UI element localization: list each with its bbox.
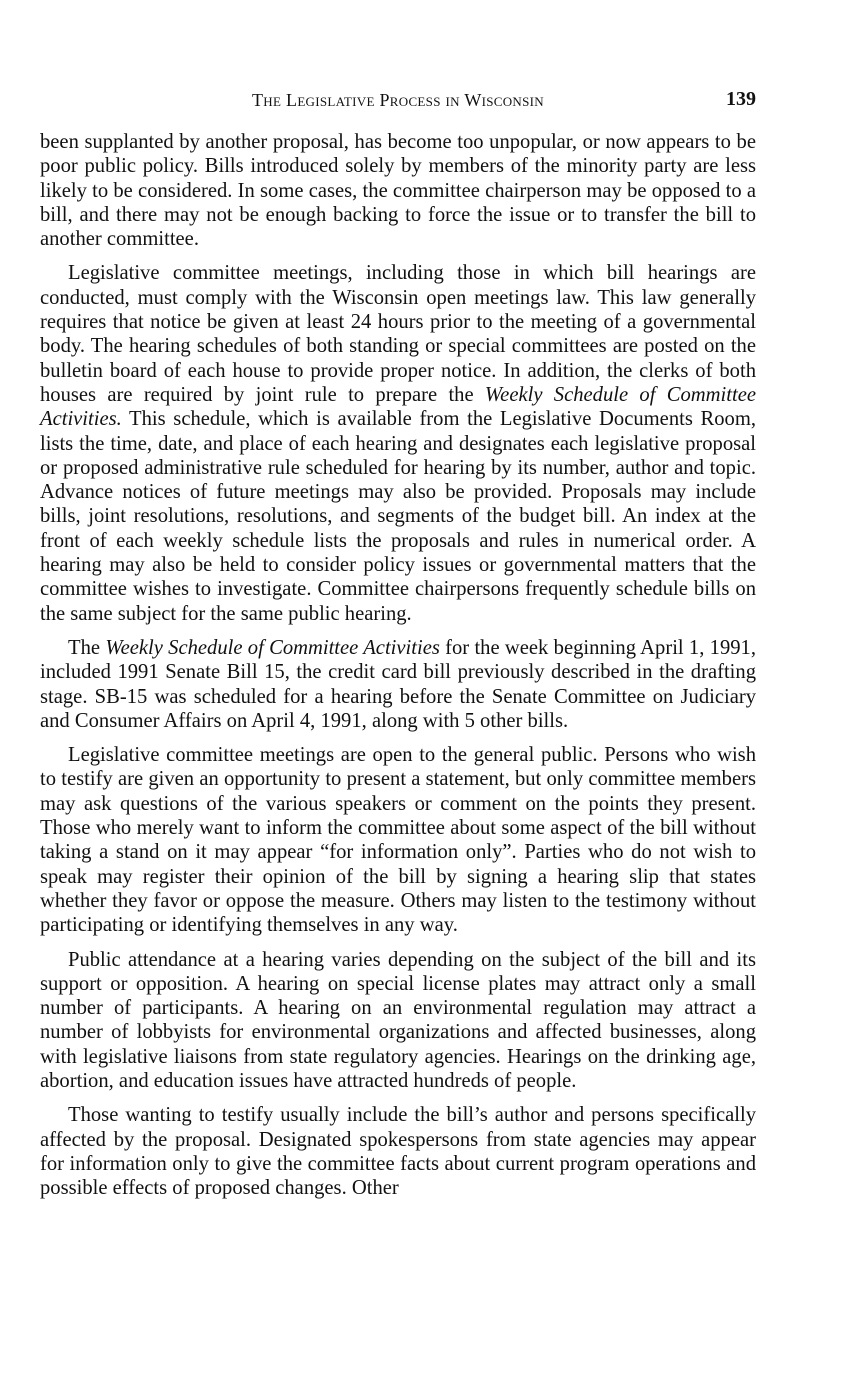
schedule-title-italic: Weekly Schedule of Committee Activities.: [40, 383, 756, 431]
paragraph-2-text-a: Legislative committee meetings, including those in which bill hearings are conducted, must comply with the Wisconsin open meetings law. This law generally requires that notice be given at least 24 hours prior to the meeting of a governmental body. The hearing schedules of both standing or special committees are posted on the bulletin board of each house to provide proper notice. In addition, the clerks of both houses are required by joint rule to prepare the: [40, 262, 756, 406]
paragraph-3: [40, 636, 756, 733]
paragraph-5: Public attendance at a hearing varies depending on the subject of the bill and its support or opposition. A hearing on special license plates may attract only a small number of participants. A hearing on an environmental regulation may attract a number of lobbyists for environmental organizations and affected businesses, along with legislative liaisons from state regulatory agencies. Hearings on the drinking age, abortion, and education issues have attracted hundreds of people.: [40, 948, 756, 1092]
paragraph-4: Legislative committee meetings are open to the general public. Persons who wish to testify are given an opportunity to present a statement, but only committee members may ask questions of the various speakers or comment on the points they present. Those who merely want to inform the committee about some aspect of the bill without taking a stand on it may appear “for information only”. Parties who do not wish to speak may register their opinion of the bill by signing a hearing slip that states whether they favor or oppose the measure. Others may listen to the testimony without participating or identifying themselves in any way.: [40, 744, 756, 937]
paragraph-3-text-a: The: [68, 636, 106, 659]
page-header: [40, 88, 756, 118]
document-page: [40, 88, 756, 1210]
page-number: 139: [726, 88, 756, 110]
running-title: The Legislative Process in Wisconsin: [252, 90, 544, 110]
schedule-title-italic-2: Weekly Schedule of Committee Activities: [105, 636, 440, 659]
paragraph-3-text-b: for the week beginning April 1, 1991, included 1991 Senate Bill 15, the credit card bill previously described in the drafting stage. SB-15 was scheduled for a hearing before the Senate Committee on Judiciary and Consumer Affairs on April 4, 1991, along with 5 other bills.: [40, 636, 757, 732]
paragraph-2-text-b: This schedule, which is available from the Legislative Documents Room, lists the time, date, and place of each hearing and designates each legislative proposal or proposed administrative rule scheduled for hearing by its number, author and topic. Advance notices of future meetings may also be provided. Proposals may include bills, joint resolutions, resolutions, and segments of the budget bill. An index at the front of each weekly schedule lists the proposals and rules in numerical order. A hearing may also be held to consider policy issues or governmental matters that the committee wishes to investigate. Committee chairpersons frequently schedule bills on the same subject for the same public hearing.: [40, 408, 756, 625]
paragraph-6: Those wanting to testify usually include the bill’s author and persons specifically affected by the proposal. Designated spokespersons from state agencies may appear for information only to give the committee facts about current program operations and possible effects of proposed changes. Other: [40, 1104, 756, 1200]
paragraph-2: [40, 261, 756, 625]
paragraph-1: been supplanted by another proposal, has become too unpopular, or now appears to be poor public policy. Bills introduced solely by members of the minority party are less likely to be considered. In some cases, the committee chairperson may be opposed to a bill, and there may not be enough backing to force the issue or to transfer the bill to another committee.: [40, 131, 756, 251]
